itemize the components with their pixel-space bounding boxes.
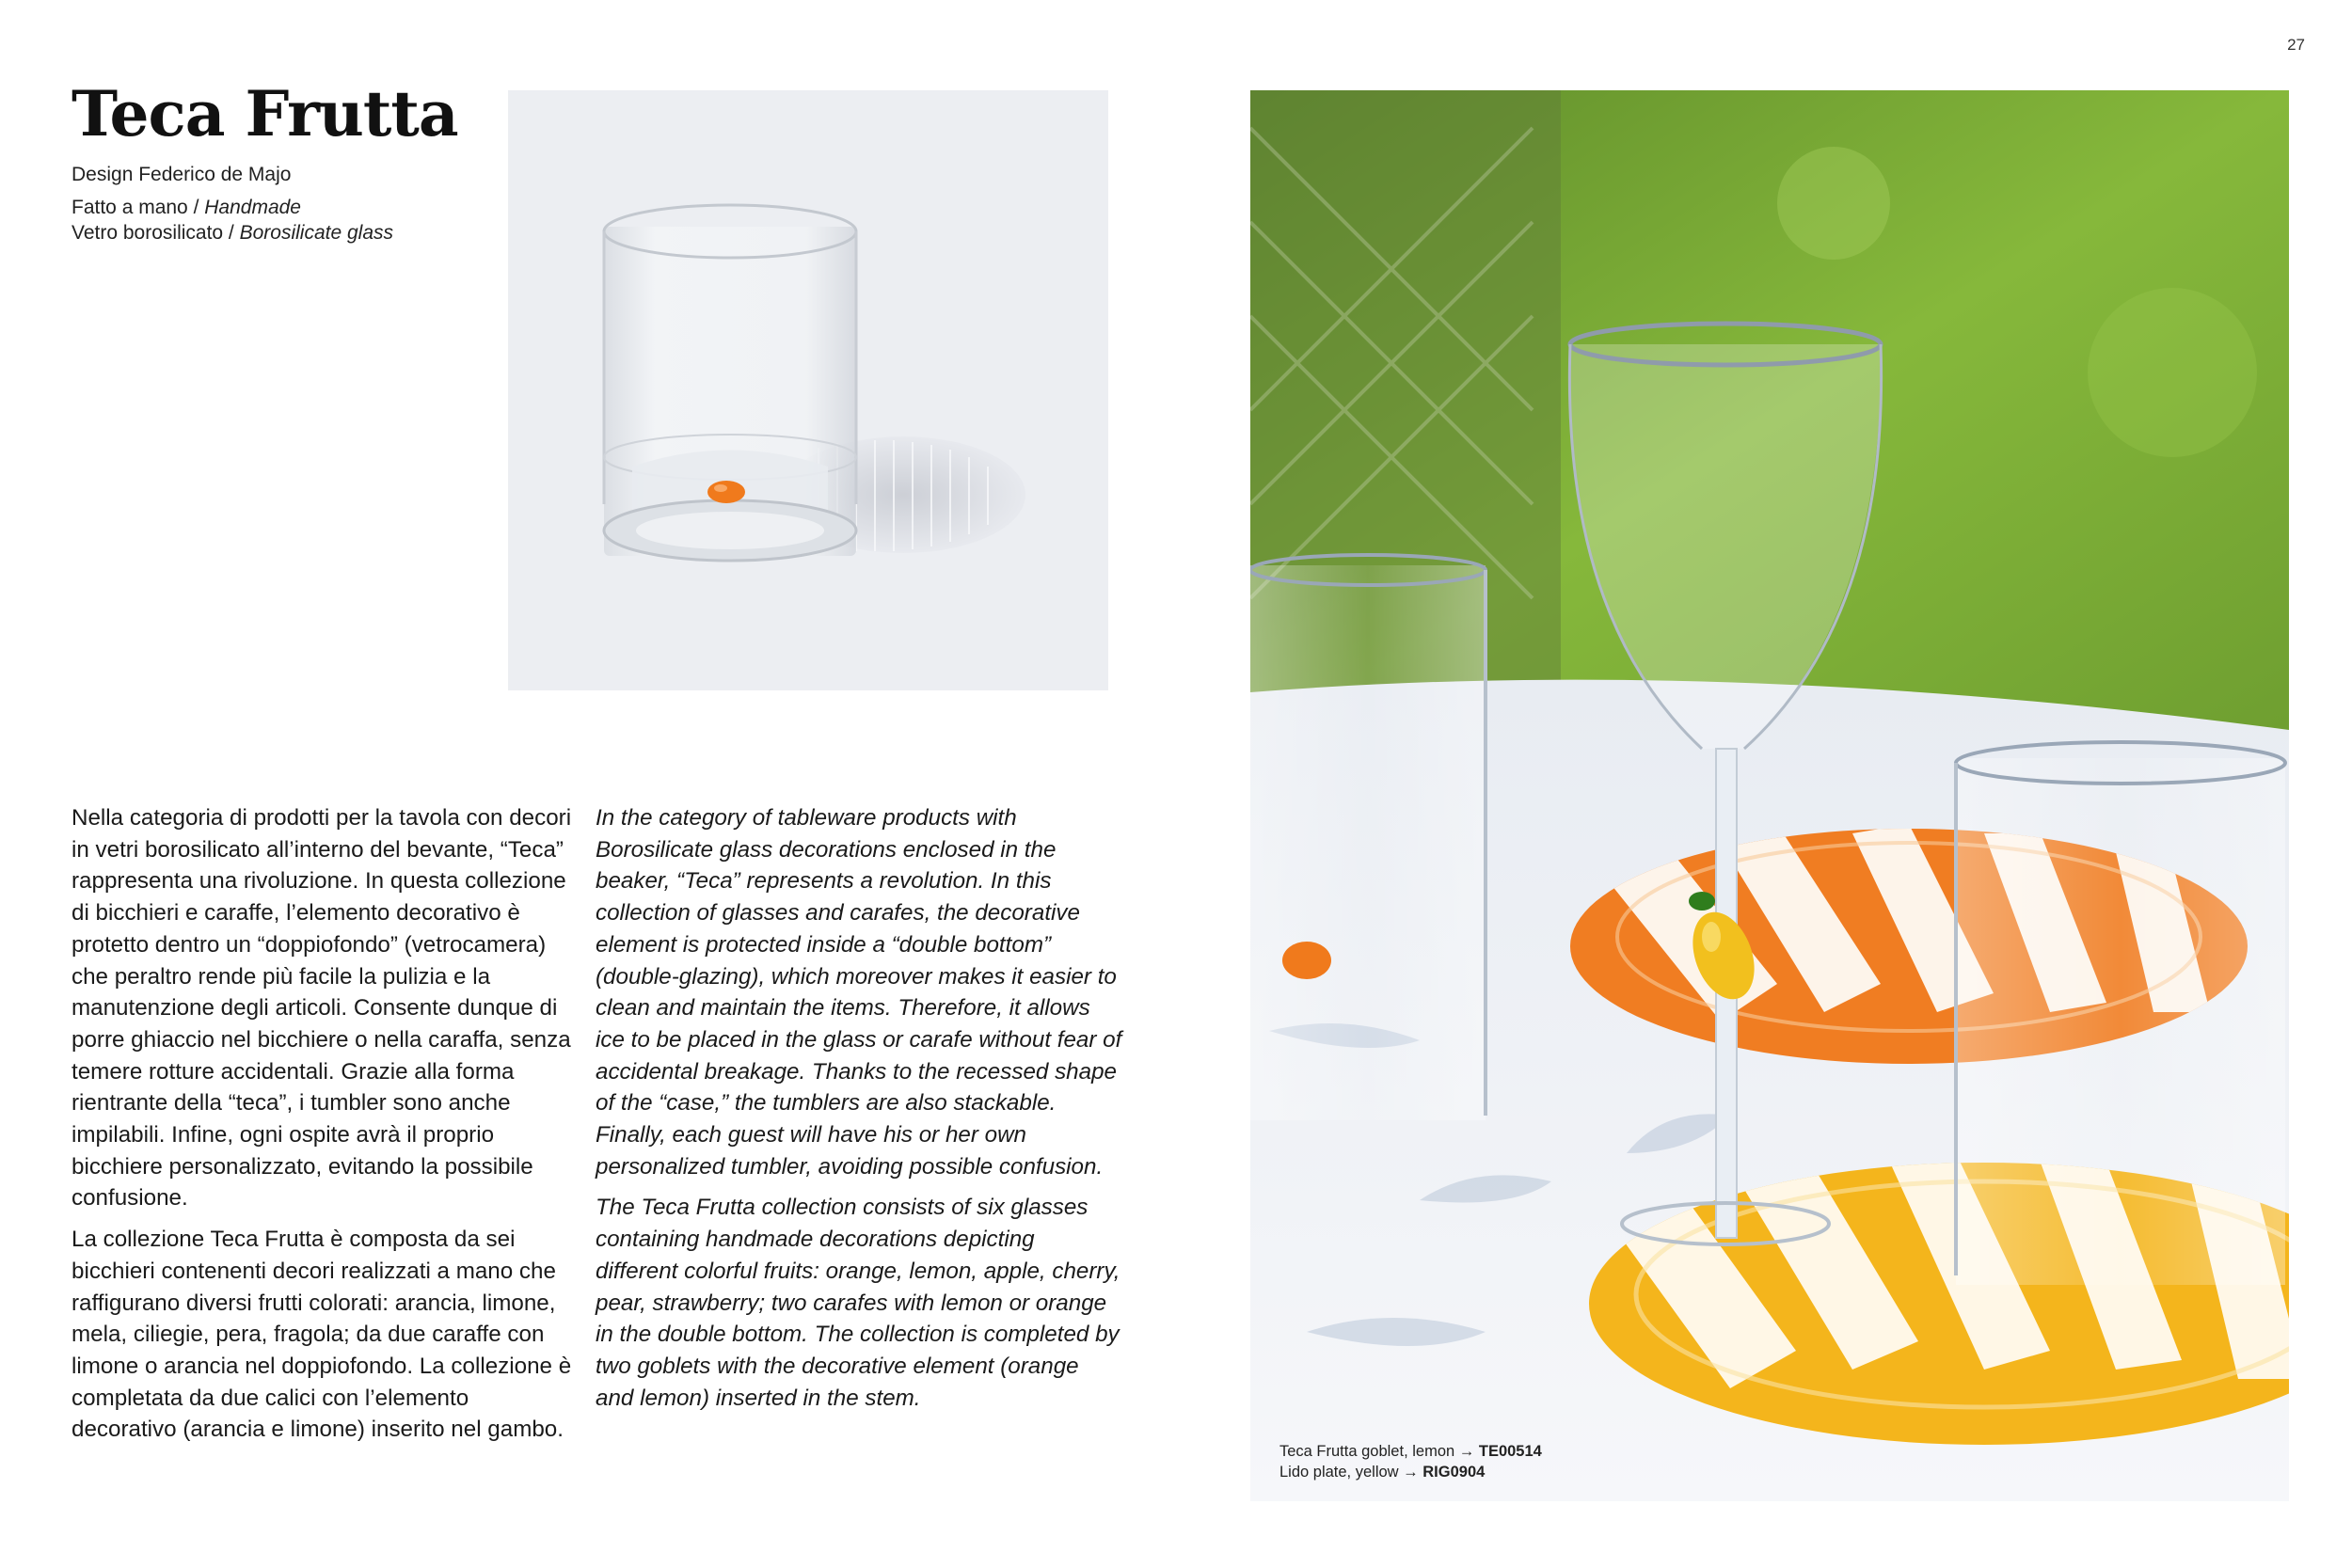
caption-line-goblet: Teca Frutta goblet, lemon → TE00514 [1279,1443,1542,1460]
table-scene-illustration [1250,90,2289,1501]
tumbler-illustration [508,90,1108,690]
description-english [596,802,1122,1423]
italian-paragraph-1: Nella categoria di prodotti per la tavola con decori in vetri borosilicato all’interno del bevante, “Teca” rappresenta una rivoluzione. In questa collezione di bicchieri e caraffe, l’elemento decorativo è protetto dentro un “doppiofondo” (vetrocamera) che peraltro rende più facile la pulizia e la manutenzione degli articoli. Consente dunque di porre ghiaccio nel bicchiere o nella caraffa, senza temere rotture accidentali. Grazie alla forma rientrante della “teca”, i tumbler sono anche impilabili. Infine, ogni ospite avrà il proprio bicchiere personalizzato, evitando la possibile confusione. [72,805,572,1212]
product-code: TE00514 [1478,1443,1542,1460]
page-number: 27 [2287,36,2305,54]
caption-line-plate: Lido plate, yellow → RIG0904 [1279,1464,1486,1481]
product-meta [72,162,393,245]
photo-caption [1279,1441,1542,1482]
material-line-glass: Vetro borosilicato / Borosilicate glass [72,222,394,244]
description-italian [72,802,580,1455]
english-paragraph-1: In the category of tableware products with Borosilicate glass decorations enclosed in the beaker, “Teca” represents a revolution. In this collection of glasses and carafes, the decorative element is protected inside a “double bottom” (double-glazing), which moreover makes it easier to clean and maintain the items. Therefore, it allows ice to be placed in the glass or carafe without fear of accidental breakage. Thanks to the recessed shape of the “case,” the tumblers are also stackable. Finally, each guest will have his or her own personalized tumbler, avoiding possible confusion. [596,805,1122,1180]
designer-credit: Design Federico de Majo [72,164,292,185]
material-line-handmade: Fatto a mano / Handmade [72,197,301,218]
product-photo-tumbler [508,90,1108,690]
italian-paragraph-2: La collezione Teca Frutta è composta da sei bicchieri contenenti decori realizzati a mano che raffigurano diversi frutti colorati: arancia, limone, mela, ciliegie, pera, fragola; da due caraffe con limone o arancia nel doppiofondo. La collezione è completata da due calici con l’elemento decorativo (arancia e limone) inserito nel gambo. [72,1227,572,1443]
page-title: Teca Frutta [72,77,458,150]
english-paragraph-2: The Teca Frutta collection consists of six glasses containing handmade decorations depicting different colorful fruits: orange, lemon, apple, cherry, pear, strawberry; two carafes with lemon or orange in the double bottom. The collection is completed by two goblets with the decorative element (orange and lemon) inserted in the stem. [596,1195,1120,1411]
product-code: RIG0904 [1422,1464,1486,1481]
lifestyle-photo [1250,90,2289,1501]
